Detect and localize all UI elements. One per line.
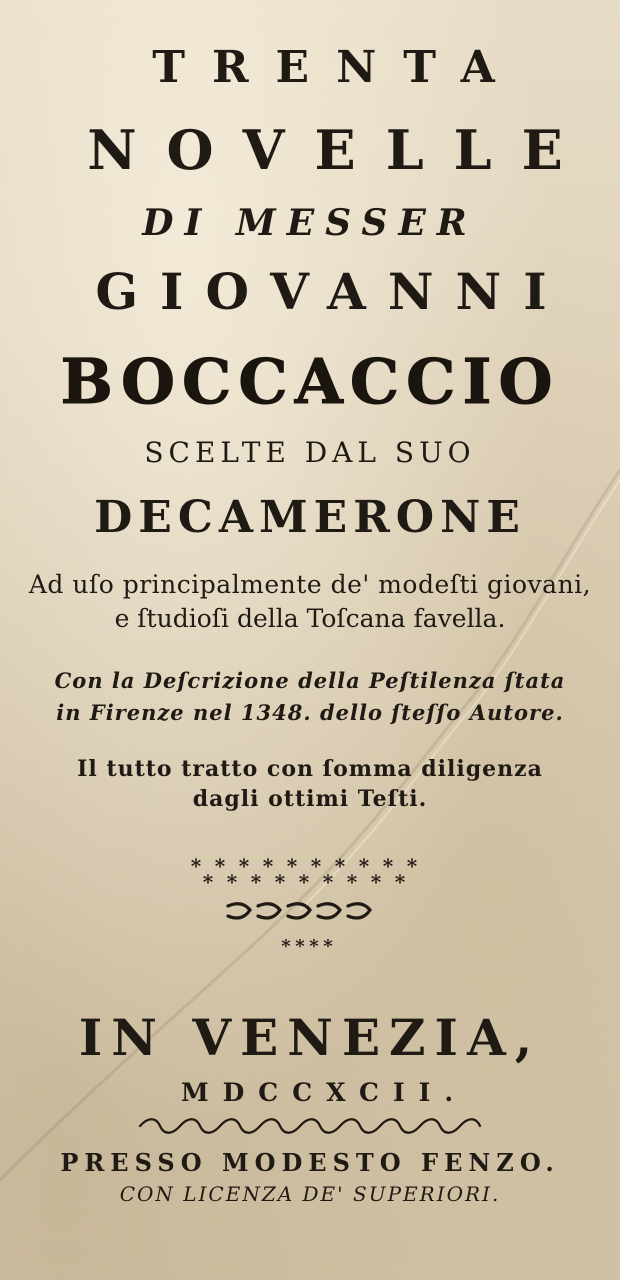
- imprint-place: IN VENEZIA,: [78, 1008, 542, 1067]
- svg-text:*: *: [310, 855, 322, 878]
- author-last-name: BOCCACCIO: [60, 345, 560, 418]
- svg-text:*: *: [309, 936, 319, 957]
- svg-text:*: *: [370, 870, 382, 894]
- author-first-name: GIOVANNI: [95, 262, 569, 321]
- subtitle-scelte: SCELTE DAL SUO: [144, 436, 476, 469]
- svg-text:*: *: [281, 936, 291, 957]
- svg-text:*: *: [406, 855, 418, 878]
- svg-text:*: *: [274, 870, 286, 894]
- purpose-line-1: Ad uſo principalmente de' modeſti giovani,: [28, 570, 592, 599]
- scroll-ornament: [0, 898, 620, 926]
- svg-text:*: *: [295, 936, 305, 957]
- svg-text:*: *: [298, 870, 310, 894]
- description-line-1: Con la Deſcrizione della Peſtilenza ſtata: [54, 668, 566, 693]
- svg-text:*: *: [226, 870, 238, 894]
- svg-text:*: *: [323, 936, 333, 957]
- svg-text:*: *: [238, 855, 250, 878]
- svg-text:*: *: [190, 855, 202, 878]
- svg-text:*: *: [250, 870, 262, 894]
- title-word-novelle: NOVELLE: [87, 118, 593, 182]
- svg-text:*: *: [214, 855, 226, 878]
- title-word-trenta: TRENTA: [152, 42, 522, 93]
- asterisk-ornament: [0, 855, 620, 895]
- border-ornament: [0, 1115, 620, 1137]
- work-title-decamerone: DECAMERONE: [94, 492, 526, 543]
- diligence-line-2: dagli ottimi Teſti.: [192, 786, 428, 812]
- imprint-year: MDCCXCII.: [180, 1078, 468, 1107]
- small-asterisk-ornament: [0, 932, 620, 958]
- svg-text:*: *: [322, 870, 334, 894]
- license-line: CON LICENZA DE' SUPERIORI.: [119, 1182, 501, 1206]
- svg-text:*: *: [358, 855, 370, 878]
- description-line-2: in Firenze nel 1348. dello ſteſſo Autore.: [56, 700, 564, 725]
- svg-text:*: *: [286, 855, 298, 878]
- svg-text:*: *: [262, 855, 274, 878]
- title-di-messer: DI MESSER: [142, 202, 478, 244]
- svg-text:*: *: [394, 870, 406, 894]
- svg-text:*: *: [346, 870, 358, 894]
- publisher-line: PRESSO MODESTO FENZO.: [60, 1148, 560, 1177]
- svg-text:*: *: [202, 870, 214, 894]
- diligence-line-1: Il tutto tratto con ſomma diligenza: [77, 756, 543, 782]
- svg-text:*: *: [334, 855, 346, 878]
- svg-text:*: *: [382, 855, 394, 878]
- purpose-line-2: e ſtudioſi della Toſcana favella.: [114, 604, 506, 633]
